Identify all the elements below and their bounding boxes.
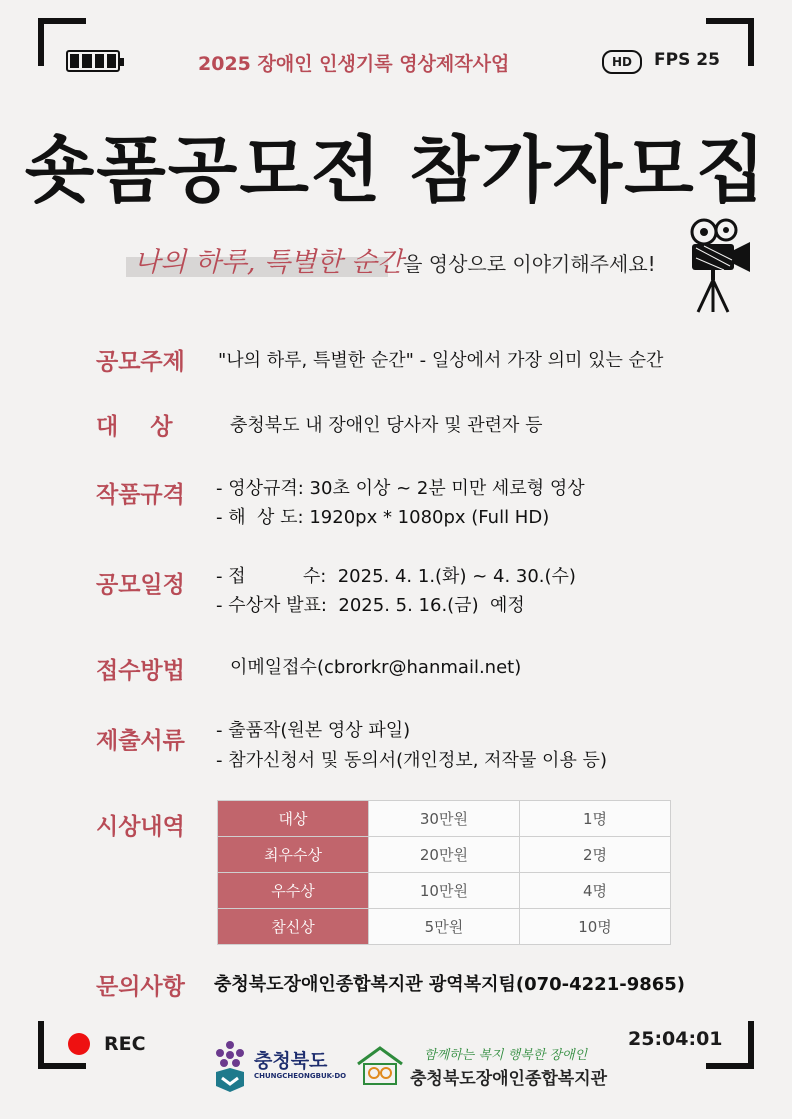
subtitle — [134, 240, 656, 279]
documents-label: 제출서류 — [96, 728, 185, 754]
spec-label: 작품규격 — [96, 482, 185, 508]
spec-line-1: - 영상규격: 30초 이상 ~ 2분 미만 세로형 영상 — [216, 478, 585, 499]
logo1-sub: CHUNGCHEONGBUK-DO — [254, 1072, 347, 1080]
contact-text: 충청북도장애인종합복지관 광역복지팀(070-4221-9865) — [214, 974, 686, 995]
prize-name: 우수상 — [218, 873, 369, 909]
theme-label: 공모주제 — [96, 349, 185, 375]
theme-text: "나의 하루, 특별한 순간" - 일상에서 가장 의미 있는 순간 — [218, 350, 664, 371]
method-text: 이메일접수(cbrorkr@hanmail.net) — [230, 657, 522, 678]
target-text: 충청북도 내 장애인 당사자 및 관련자 등 — [230, 415, 543, 436]
prize-amount: 5만원 — [368, 909, 519, 945]
target-label: 대 상 — [96, 414, 173, 440]
rec-label: REC — [104, 1033, 146, 1055]
table-row — [218, 801, 671, 837]
table-row — [218, 909, 671, 945]
prize-name: 참신상 — [218, 909, 369, 945]
spec-line-2: - 해 상 도: 1920px * 1080px (Full HD) — [216, 507, 550, 528]
prizes-label: 시상내역 — [96, 814, 185, 840]
main-title: 숏폼공모전 참가자모집 — [24, 128, 768, 212]
prize-count: 2명 — [519, 837, 670, 873]
subtitle-rest: 을 영상으로 이야기해주세요! — [403, 252, 656, 276]
prize-table — [217, 800, 671, 945]
prize-amount: 20만원 — [368, 837, 519, 873]
table-row — [218, 873, 671, 909]
battery-icon — [66, 50, 120, 72]
schedule-line-1: - 접 수: 2025. 4. 1.(화) ~ 4. 30.(수) — [216, 566, 576, 587]
chungbuk-logo-icon — [214, 1040, 246, 1092]
schedule-label: 공모일정 — [96, 572, 185, 598]
documents-line-2: - 참가신청서 및 동의서(개인정보, 저작물 이용 등) — [216, 750, 607, 771]
fps-label: FPS 25 — [654, 50, 720, 70]
subtitle-accent: 나의 하루, 특별한 순간 — [134, 247, 404, 278]
timecode: 25:04:01 — [628, 1028, 723, 1050]
logo2-name: 충청북도장애인종합복지관 — [410, 1069, 608, 1089]
hd-badge: HD — [602, 50, 642, 74]
contact-label: 문의사항 — [96, 974, 185, 1000]
prize-count: 10명 — [519, 909, 670, 945]
logo2-tagline: 함께하는 복지 행복한 장애인 — [424, 1048, 588, 1063]
documents-line-1: - 출품작(원본 영상 파일) — [216, 720, 411, 741]
rec-dot-icon — [68, 1033, 90, 1055]
prize-name: 대상 — [218, 801, 369, 837]
prize-count: 4명 — [519, 873, 670, 909]
welfare-center-logo-icon — [354, 1046, 406, 1086]
prize-name: 최우수상 — [218, 837, 369, 873]
schedule-line-2: - 수상자 발표: 2025. 5. 16.(금) 예정 — [216, 595, 525, 616]
method-label: 접수방법 — [96, 658, 185, 684]
prize-amount: 30만원 — [368, 801, 519, 837]
project-title: 2025 장애인 인생기록 영상제작사업 — [198, 53, 510, 75]
table-row — [218, 837, 671, 873]
film-camera-icon — [684, 214, 756, 314]
prize-count: 1명 — [519, 801, 670, 837]
logo1-name: 충청북도 — [254, 1050, 328, 1072]
prize-amount: 10만원 — [368, 873, 519, 909]
